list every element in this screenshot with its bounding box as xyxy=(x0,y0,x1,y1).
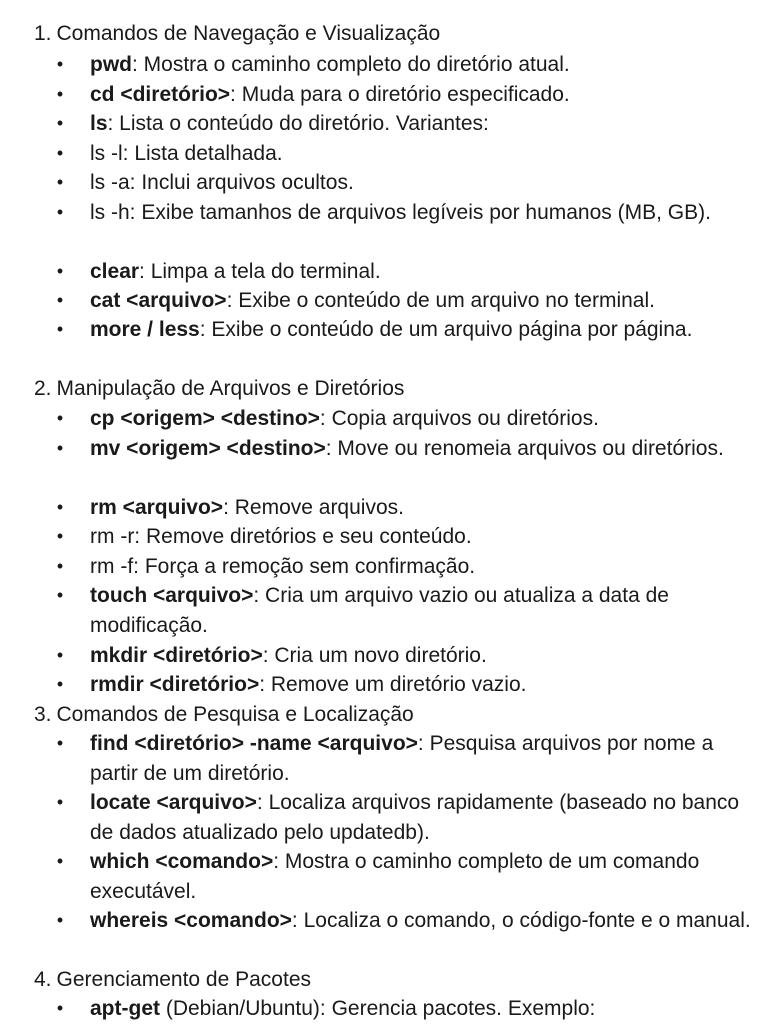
list-item xyxy=(56,139,754,169)
bullet: • xyxy=(56,851,64,871)
list-item xyxy=(56,404,754,434)
bullet: • xyxy=(56,585,64,605)
bullet: • xyxy=(56,408,64,428)
command: rmdir <diretório> xyxy=(90,673,260,696)
bullet: • xyxy=(56,792,64,812)
command: apt-get xyxy=(90,997,160,1020)
description: : Copia arquivos ou diretórios. xyxy=(319,407,599,430)
list-item xyxy=(56,670,754,700)
bullet: • xyxy=(56,54,64,74)
command: whereis <comando> xyxy=(90,909,292,932)
description: : Muda para o diretório especificado. xyxy=(230,83,570,106)
list-item xyxy=(56,552,754,582)
section-heading-1: 1. Comandos de Navegação e Visualização xyxy=(34,22,441,45)
command: which <comando> xyxy=(90,850,274,873)
description: : Limpa a tela do terminal. xyxy=(139,260,381,283)
description: : Move ou renomeia arquivos ou diretórios. xyxy=(325,437,724,460)
bullet: • xyxy=(56,998,64,1018)
command: clear xyxy=(90,260,140,283)
list-item xyxy=(56,168,754,198)
command: ls xyxy=(90,112,108,135)
command: find <diretório> -name <arquivo> xyxy=(90,732,418,755)
command: mv <origem> <destino> xyxy=(90,437,326,460)
list-item xyxy=(56,286,754,316)
description: : Exibe o conteúdo de um arquivo página por página. xyxy=(199,318,693,341)
command: touch <arquivo> xyxy=(90,584,254,607)
list-item xyxy=(56,50,754,80)
bullet: • xyxy=(56,497,64,517)
list-item xyxy=(56,315,754,345)
bullet: • xyxy=(56,674,64,694)
description: : Lista o conteúdo do diretório. Variantes: xyxy=(107,112,489,135)
list-item xyxy=(56,906,754,936)
list-item xyxy=(56,109,754,139)
list-item xyxy=(56,434,754,464)
section-heading-3: 3. Comandos de Pesquisa e Localização xyxy=(34,703,414,726)
list-item xyxy=(56,80,754,110)
bullet: • xyxy=(56,143,64,163)
bullet: • xyxy=(56,556,64,576)
description: : Localiza arquivos rapidamente (baseado no banco de dados atualizado pelo updatedb). xyxy=(90,791,740,844)
command: more / less xyxy=(90,318,200,341)
description: : Exibe o conteúdo de um arquivo no terminal. xyxy=(226,289,655,312)
description: : Remove um diretório vazio. xyxy=(259,673,527,696)
bullet: • xyxy=(56,910,64,930)
command: rm <arquivo> xyxy=(90,496,224,519)
description: : Remove arquivos. xyxy=(223,496,404,519)
bullet: • xyxy=(56,319,64,339)
list-item xyxy=(56,847,754,906)
list-item xyxy=(56,198,754,228)
description: ls -a: Inclui arquivos ocultos. xyxy=(90,171,354,194)
section-heading-2: 2. Manipulação de Arquivos e Diretórios xyxy=(34,377,405,400)
description: : Pesquisa arquivos por nome a partir de um diretório. xyxy=(90,732,714,785)
bullet: • xyxy=(56,261,64,281)
list-item xyxy=(56,788,754,847)
description: rm -f: Força a remoção sem confirmação. xyxy=(90,555,476,578)
description: ls -h: Exibe tamanhos de arquivos legíveis por humanos (MB, GB). xyxy=(90,201,711,224)
description: rm -r: Remove diretórios e seu conteúdo. xyxy=(90,525,472,548)
bullet: • xyxy=(56,202,64,222)
bullet: • xyxy=(56,526,64,546)
command: cat <arquivo> xyxy=(90,289,227,312)
list-item xyxy=(56,581,754,640)
description: (Debian/Ubuntu): Gerencia pacotes. Exemplo: xyxy=(160,997,596,1020)
description: : Localiza o comando, o código-fonte e o manual. xyxy=(291,909,751,932)
command: cp <origem> <destino> xyxy=(90,407,320,430)
description: : Cria um arquivo vazio ou atualiza a data de modificação. xyxy=(90,584,669,637)
description: : Mostra o caminho completo de um comando executável. xyxy=(90,850,700,903)
bullet: • xyxy=(56,733,64,753)
description: ls -l: Lista detalhada. xyxy=(90,142,283,165)
list-item xyxy=(56,729,754,788)
bullet: • xyxy=(56,172,64,192)
bullet: • xyxy=(56,84,64,104)
section-heading-4: 4. Gerenciamento de Pacotes xyxy=(34,968,311,991)
bullet: • xyxy=(56,645,64,665)
command: locate <arquivo> xyxy=(90,791,257,814)
list-item xyxy=(56,257,754,287)
command: mkdir <diretório> xyxy=(90,644,263,667)
bullet: • xyxy=(56,438,64,458)
list-item xyxy=(56,493,754,523)
list-item xyxy=(56,522,754,552)
bullet: • xyxy=(56,290,64,310)
list-item xyxy=(56,641,754,671)
command: cd <diretório> xyxy=(90,83,231,106)
description: : Cria um novo diretório. xyxy=(262,644,487,667)
description: : Mostra o caminho completo do diretório atual. xyxy=(132,53,570,76)
bullet: • xyxy=(56,113,64,133)
list-item xyxy=(56,994,754,1024)
command: pwd xyxy=(90,53,132,76)
